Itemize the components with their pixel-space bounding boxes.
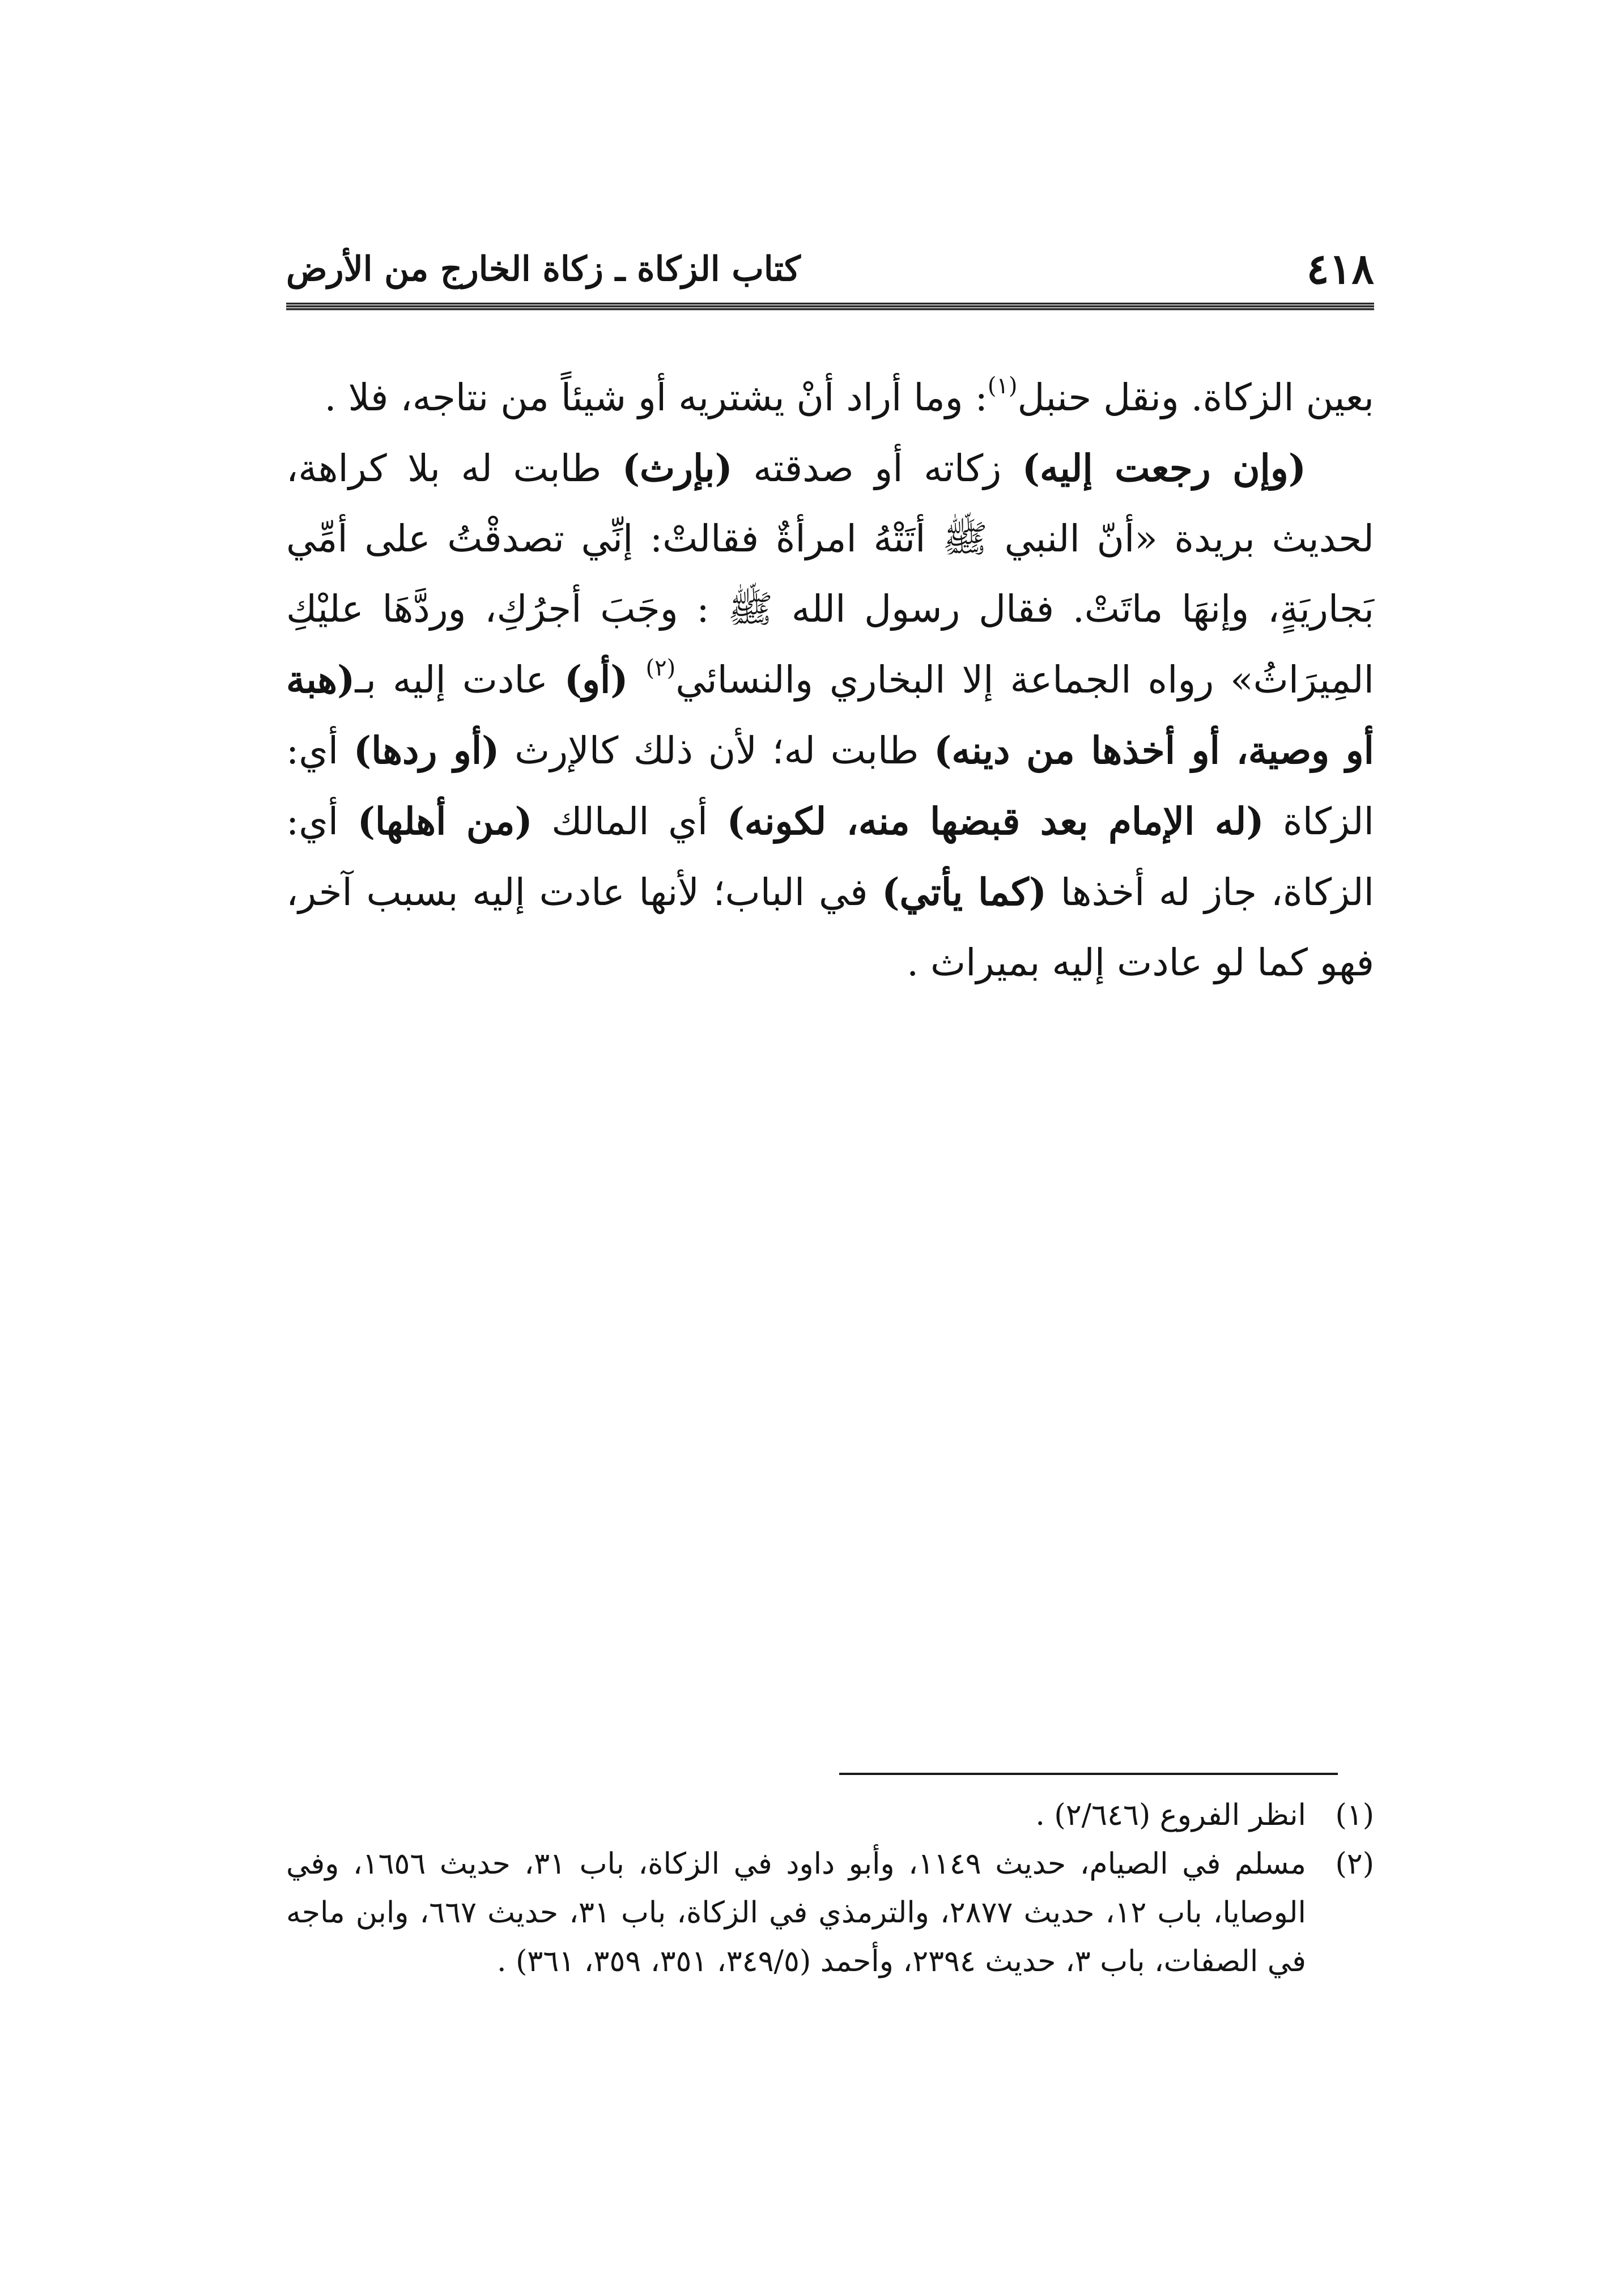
footnote-ref-1: (١) bbox=[987, 373, 1018, 399]
main-text bbox=[286, 363, 1374, 998]
footnote-rule bbox=[839, 1773, 1338, 1775]
paragraph-2 bbox=[286, 433, 1374, 998]
paragraph-1-text-2: : وما أراد أنْ يشتريه أو شيئاً من نتاجه، فلا . bbox=[324, 376, 988, 419]
bold-phrase-6: (له الإمام بعد قبضها منه، لكونه) bbox=[726, 799, 1264, 843]
bold-phrase-1: (وإن رجعت إليه) bbox=[1022, 446, 1306, 490]
page-number: ٤١٨ bbox=[1306, 245, 1374, 294]
footnote-1 bbox=[286, 1791, 1374, 1840]
paragraph-1-text-1: بعين الزكاة. ونقل حنبل bbox=[1017, 376, 1374, 419]
running-title: كتاب الزكاة ـ زكاة الخارج من الأرض bbox=[286, 249, 801, 289]
paragraph-2-text-4: طابت له؛ لأن ذلك كالإرث bbox=[499, 729, 934, 772]
footnote-2 bbox=[286, 1840, 1374, 1986]
footnote-marker-1: (١) bbox=[1335, 1798, 1374, 1832]
bold-phrase-8: (كما يأتي) bbox=[882, 870, 1047, 914]
footnote-ref-2: (٢) bbox=[645, 655, 676, 681]
paragraph-2-text-2: طابت له بلا كراهة، لحديث بريدة «أنّ النبي ﷺ أتَتْهُ امرأةٌ فقالتْ: إنِّي تصدقْتُ على أمِّي بَجاريَةٍ، وإنهَا ماتَتْ. فقال رسول الله ﷺ : وجَبَ أجرُكِ، وردَّهَا عليْكِ المِيرَاثُ» رواه الجماعة إلا البخاري والنسائي bbox=[286, 447, 1374, 702]
header-rule bbox=[286, 303, 1374, 311]
paragraph-2-text-6: أي المالك bbox=[532, 800, 727, 843]
bold-phrase-3: (أو) bbox=[564, 657, 646, 702]
bold-phrase-4: (هبة أو وصية، أو أخذها من دينه) bbox=[286, 657, 1374, 772]
page-header bbox=[286, 238, 1374, 300]
paragraph-2-text-3: عادت إليه بـ bbox=[355, 658, 564, 702]
paragraph-2-text-5: أي: الزكاة bbox=[286, 729, 1374, 843]
bold-phrase-2: (بإرث) bbox=[622, 446, 733, 490]
footnote-marker-2: (٢) bbox=[1335, 1847, 1374, 1881]
paragraph-2-text-1: زكاته أو صدقته bbox=[732, 447, 1022, 490]
paragraph-1 bbox=[286, 363, 1374, 433]
footnote-text-2: مسلم في الصيام، حديث ١١٤٩، وأبو داود في الزكاة، باب ٣١، حديث ١٦٥٦، وفي الوصايا، باب ١٢، حديث ٢٨٧٧، والترمذي في الزكاة، باب ٣١، حديث ٦٦٧، وابن ماجه في الصفات، باب ٣، حديث ٢٣٩٤، وأحمد (٣٤٩/٥، ٣٥١، ٣٥٩، ٣٦١) . bbox=[286, 1847, 1306, 1978]
bold-phrase-7: (من أهلها) bbox=[357, 799, 533, 843]
bold-phrase-5: (أو ردها) bbox=[353, 728, 500, 772]
paragraph-2-text-7: أي: الزكاة، جاز له أخذها bbox=[286, 800, 1374, 914]
footnote-text-1: انظر الفروع (٢/٦٤٦) . bbox=[1035, 1798, 1306, 1832]
paragraph-2-text-8: في الباب؛ لأنها عادت إليه بسبب آخر، فهو كما لو عادت إليه بميراث . bbox=[286, 871, 1374, 984]
footnotes bbox=[286, 1791, 1374, 1986]
